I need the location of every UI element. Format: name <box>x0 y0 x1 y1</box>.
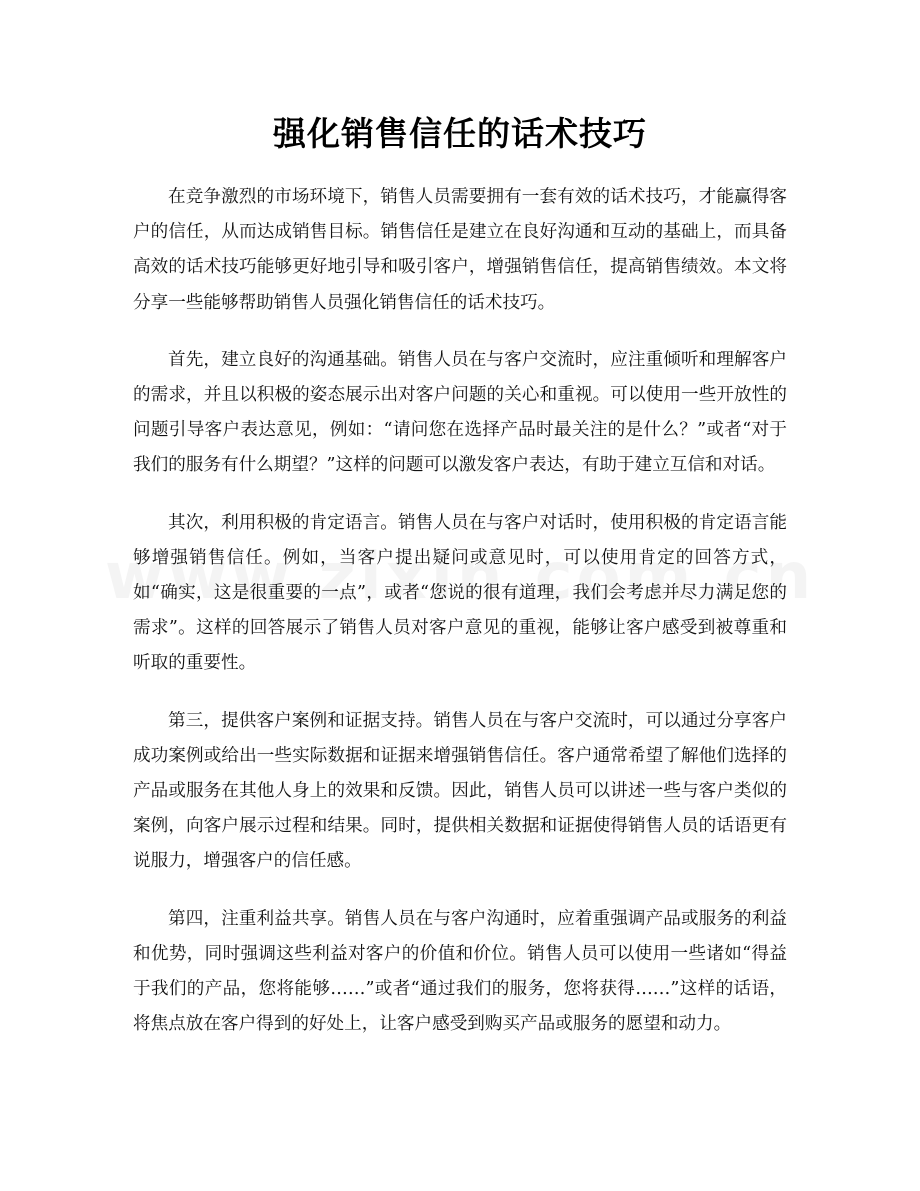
document-body <box>133 180 787 1064</box>
paragraph-third: 第三，提供客户案例和证据支持。销售人员在与客户交流时，可以通过分享客户成功案例或给出一些实际数据和证据来增强销售信任。客户通常希望了解他们选择的产品或服务在其他人身上的效果和反馈。因此，销售人员可以讲述一些与客户类似的案例，向客户展示过程和结果。同时，提供相关数据和证据使得销售人员的话语更有说服力，增强客户的信任感。 <box>133 710 787 872</box>
paragraph-second: 其次，利用积极的肯定语言。销售人员在与客户对话时，使用积极的肯定语言能够增强销售信任。例如，当客户提出疑问或意见时，可以使用肯定的回答方式，如“确实，这是很重要的一点”，或者“您说的很有道理，我们会考虑并尽力满足您的需求”。这样的回答展示了销售人员对客户意见的重视，能够让客户感受到被尊重和听取的重要性。 <box>133 512 787 674</box>
paragraph-fourth: 第四，注重利益共享。销售人员在与客户沟通时，应着重强调产品或服务的利益和优势，同时强调这些利益对客户的价值和价位。销售人员可以使用一些诸如“得益于我们的产品，您将能够……”或者“通过我们的服务，您将获得……”这样的话语，将焦点放在客户得到的好处上，让客户感受到购买产品或服务的愿望和动力。 <box>133 908 787 1035</box>
paragraph-first: 首先，建立良好的沟通基础。销售人员在与客户交流时，应注重倾听和理解客户的需求，并且以积极的姿态展示出对客户问题的关心和重视。可以使用一些开放性的问题引导客户表达意见，例如：“请问您在选择产品时最关注的是什么？”或者“对于我们的服务有什么期望？”这样的问题可以激发客户表达，有助于建立互信和对话。 <box>133 349 787 476</box>
paragraph-intro: 在竞争激烈的市场环境下，销售人员需要拥有一套有效的话术技巧，才能赢得客户的信任，从而达成销售目标。销售信任是建立在良好沟通和互动的基础上，而具备高效的话术技巧能够更好地引导和吸引客户，增强销售信任，提高销售绩效。本文将分享一些能够帮助销售人员强化销售信任的话术技巧。 <box>133 187 787 313</box>
document-title: 强化销售信任的话术技巧 <box>273 114 647 153</box>
